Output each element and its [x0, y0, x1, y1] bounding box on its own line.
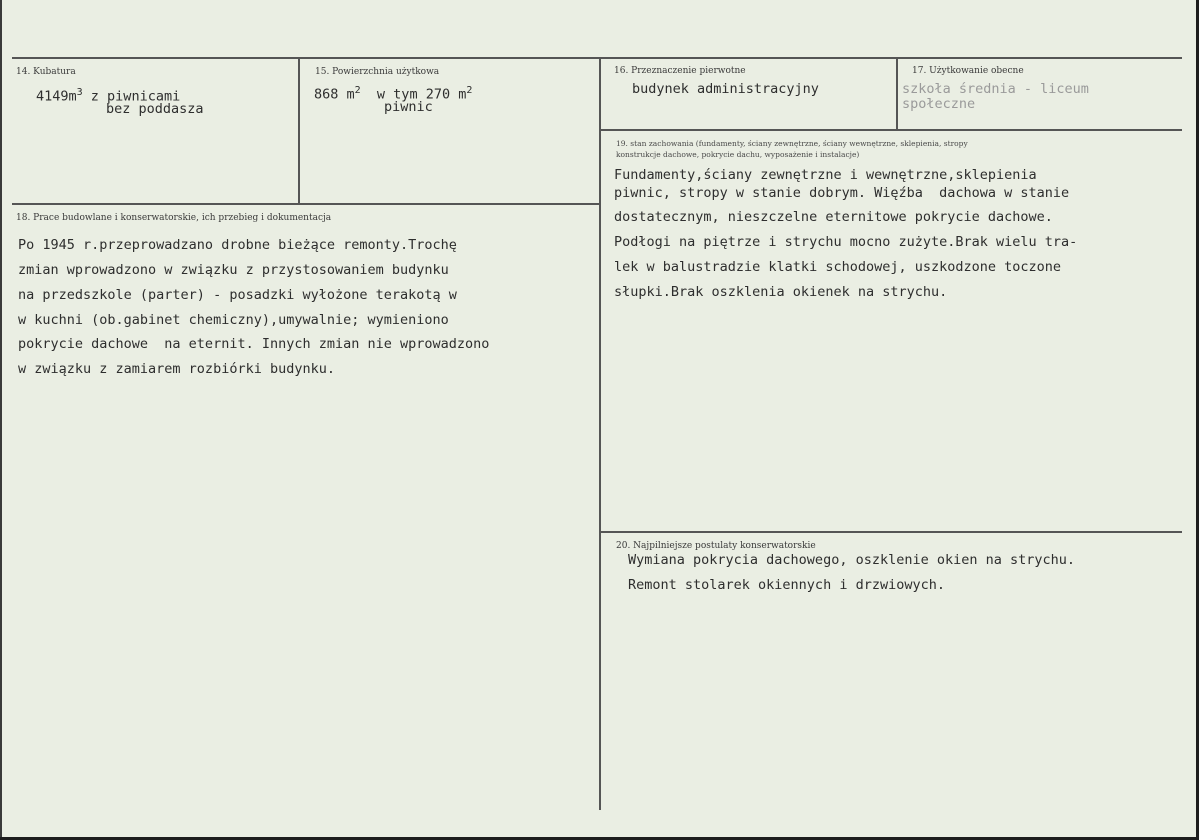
field-19-line: Podłogi na piętrze i strychu mocno zużyte.Brak wielu tra-: [614, 234, 1078, 250]
field-15-basement-area: w tym 270 m: [360, 86, 467, 103]
rule-under-16-17: [600, 129, 1182, 131]
field-15-label: 15. Powierzchnia użytkowa: [315, 67, 440, 77]
field-15-line2: piwnic: [384, 99, 433, 115]
field-14-line2: bez poddasza: [106, 101, 204, 117]
field-18-line: zmian wprowadzono w związku z przystosowaniem budynku: [18, 262, 449, 278]
field-16-label: 16. Przeznaczenie pierwotne: [614, 66, 746, 76]
field-17-label: 17. Użytkowanie obecne: [912, 66, 1024, 76]
field-19-label: 19. stan zachowania (fundamenty, ściany zewnętrzne, ściany wewnętrzne, sklepienia, stropy: [616, 139, 968, 148]
field-15-area: 868 m: [314, 86, 355, 103]
field-20-line: Wymiana pokrycia dachowego, oszklenie okien na strychu.: [628, 552, 1076, 568]
field-18-line: na przedszkole (parter) - posadzki wyłożone terakotą w: [18, 287, 457, 303]
field-17-line1: szkoła średnia - liceum: [902, 81, 1089, 97]
top-rule: [12, 57, 1182, 59]
field-19-line: słupki.Brak oszklenia okienek na strychu.: [614, 284, 948, 300]
field-18-label: 18. Prace budowlane i konserwatorskie, ich przebieg i dokumentacja: [16, 213, 332, 223]
field-19-line: lek w balustradzie klatki schodowej, uszkodzone toczone: [614, 259, 1062, 275]
field-14-volume-unit-sup: 3: [76, 87, 83, 98]
rule-above-20: [600, 531, 1182, 533]
field-20-label: 20. Najpilniejsze postulaty konserwatorskie: [616, 541, 816, 551]
field-17-line2: społeczne: [902, 96, 976, 112]
field-18-line: w kuchni (ob.gabinet chemiczny),umywalnie; wymieniono: [18, 312, 449, 328]
field-18-line: w związku z zamiarem rozbiórki budynku.: [18, 361, 335, 377]
divider-16-17: [896, 57, 898, 129]
field-14-volume: 4149m: [36, 88, 77, 105]
field-19-line: dostatecznym, nieszczelne eternitowe pokrycie dachowe.: [614, 209, 1053, 225]
field-18-line: pokrycie dachowe na eternit. Innych zmian nie wprowadzono: [18, 336, 490, 352]
rule-under-14-15: [12, 203, 600, 205]
field-18-line: Po 1945 r.przeprowadzano drobne bieżące remonty.Trochę: [18, 237, 457, 253]
field-16-value: budynek administracyjny: [632, 81, 819, 97]
field-14-label: 14. Kubatura: [16, 67, 76, 77]
field-19-label-cont: konstrukcje dachowe, pokrycie dachu, wyposażenie i instalacje): [616, 150, 860, 159]
field-20-line: Remont stolarek okiennych i drzwiowych.: [628, 577, 945, 593]
field-15-area-unit-sup: 2: [354, 85, 361, 96]
center-divider: [599, 57, 601, 810]
field-15-basement-unit-sup: 2: [466, 85, 473, 96]
card-left-edge: [0, 0, 2, 840]
divider-14-15: [298, 57, 300, 203]
field-14-note: z piwnicami: [82, 88, 181, 105]
field-19-line: Fundamenty,ściany zewnętrzne i wewnętrzne,sklepienia: [614, 167, 1037, 183]
field-19-line: piwnic, stropy w stanie dobrym. Więźba dachowa w stanie: [614, 185, 1070, 201]
